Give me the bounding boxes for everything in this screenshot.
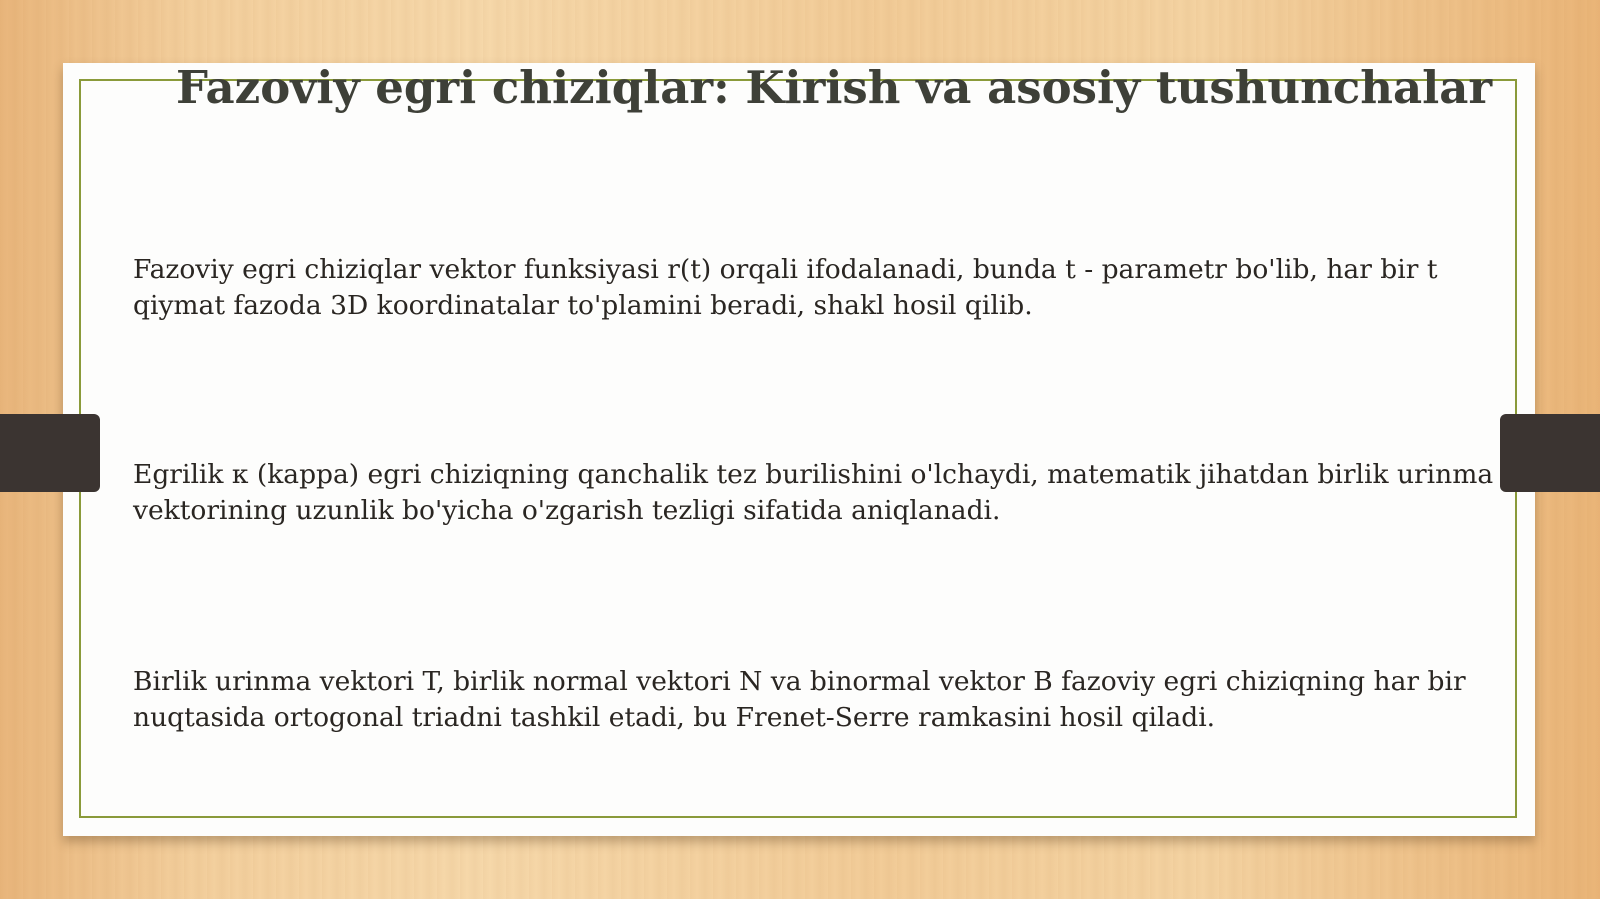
left-binder-tab <box>0 414 100 492</box>
slide-title: Fazoviy egri chiziqlar: Kirish va asosiy tushunchalar <box>176 61 1493 114</box>
paragraph-frenet-frame: Birlik urinma vektori T, birlik normal vektori N va binormal vektor B fazoviy egri chiziqning har bir nuqtasida ortogonal triadni tashkil etadi, bu Frenet-Serre ramkasini hosil qiladi. <box>133 666 1466 733</box>
right-binder-tab <box>1500 414 1600 492</box>
paragraph-space-curves: Fazoviy egri chiziqlar vektor funksiyasi r(t) orqali ifodalanadi, bunda t - parametr bo'lib, har bir t qiymat fazoda 3D koordinatalar to'plamini beradi, shakl hosil qilib. <box>133 254 1438 321</box>
paragraph-curvature: Egrilik κ (kappa) egri chiziqning qanchalik tez burilishini o'lchaydi, matematik jihatdan birlik urinma vektorining uzunlik bo'yicha o'zgarish tezligi sifatida aniqlanadi. <box>133 459 1494 526</box>
